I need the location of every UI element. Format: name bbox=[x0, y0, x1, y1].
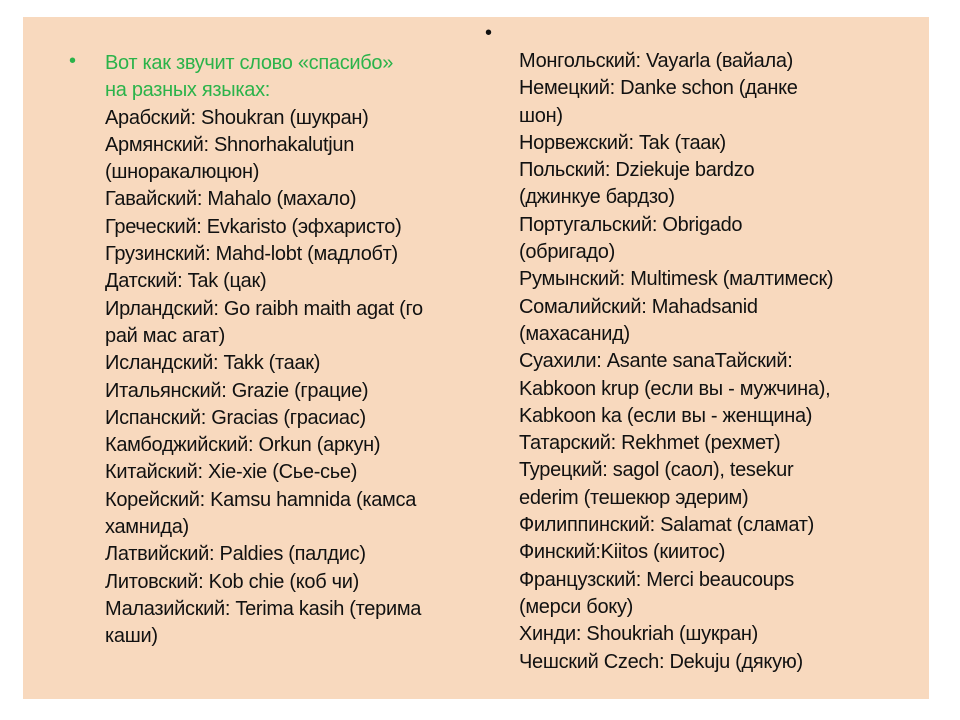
list-line: Корейский: Kamsu hamnida (камса bbox=[105, 488, 417, 511]
list-line: Ирландский: Go raibh maith agat (го bbox=[105, 297, 423, 320]
list-line: Немецкий: Danke schon (данке bbox=[519, 77, 798, 100]
list-line: Хинди: Shoukriah (шукран) bbox=[519, 623, 759, 646]
bullet-marker-left: • bbox=[69, 50, 77, 72]
list-line: Французский: Merci beaucoups bbox=[519, 568, 795, 591]
list-line: Греческий: Evkaristo (эфхаристо) bbox=[105, 215, 402, 238]
bullet-marker-right: • bbox=[485, 22, 493, 44]
list-line: Монгольский: Vayarla (вайала) bbox=[519, 50, 794, 72]
list-line: Суахили: Asante sanaТайский: bbox=[519, 350, 793, 373]
list-line: хамнида) bbox=[105, 516, 189, 539]
heading-line-1: Вот как звучит слово «спасибо» bbox=[105, 52, 394, 74]
heading-line-2: на разных языках: bbox=[105, 79, 271, 102]
list-line: (махасанид) bbox=[519, 322, 630, 345]
list-line: Датский: Tak (цак) bbox=[105, 270, 267, 293]
list-line: Камбоджийский: Orkun (аркун) bbox=[105, 434, 381, 457]
list-line: Татарский: Rekhmet (рехмет) bbox=[519, 432, 781, 455]
list-line: Грузинский: Mahd-lobt (мадлобт) bbox=[105, 243, 398, 266]
list-line: ederim (тешекюр эдерим) bbox=[519, 486, 749, 509]
list-line: каши) bbox=[105, 625, 158, 648]
slide bbox=[23, 17, 929, 699]
list-line: (мерси боку) bbox=[519, 595, 633, 618]
list-line: Исландский: Takk (таак) bbox=[105, 352, 321, 375]
list-line: (шноракалюцюн) bbox=[105, 161, 260, 184]
list-line: (джинкуе бардзо) bbox=[519, 186, 675, 209]
list-line: Арабский: Shoukran (шукран) bbox=[105, 106, 369, 129]
list-line: Сомалийский: Mahadsanid bbox=[519, 295, 758, 318]
list-line: (обригадо) bbox=[519, 241, 615, 264]
list-line: Kabkoon ka (если вы - женщина) bbox=[519, 404, 813, 427]
list-line: Филиппинский: Salamat (сламат) bbox=[519, 514, 814, 537]
list-line: Финский:Kiitos (киитос) bbox=[519, 541, 726, 564]
left-column bbox=[105, 50, 470, 651]
list-line: Kabkoon krup (если вы - мужчина), bbox=[519, 377, 831, 400]
list-line: Итальянский: Grazie (грацие) bbox=[105, 379, 369, 402]
list-line: Португальский: Obrigado bbox=[519, 213, 743, 236]
list-line: Армянский: Shnorhakalutjun bbox=[105, 133, 355, 156]
list-line: Турецкий: sagol (саол), tesekur bbox=[519, 459, 794, 482]
list-line: Малазийский: Terima kasih (терима bbox=[105, 597, 422, 620]
list-line: Китайский: Xie-xie (Сье-сье) bbox=[105, 461, 358, 484]
list-line: Испанский: Gracias (грасиас) bbox=[105, 406, 366, 429]
list-line: Румынский: Multimesk (малтимеск) bbox=[519, 268, 834, 291]
list-line: шон) bbox=[519, 104, 563, 127]
list-line: рай мас агат) bbox=[105, 324, 225, 347]
list-line: Чешский Czech: Dekuju (дякую) bbox=[519, 650, 803, 673]
list-line: Латвийский: Paldies (палдис) bbox=[105, 543, 366, 566]
list-line: Польский: Dziekuje bardzo bbox=[519, 159, 755, 182]
right-column bbox=[519, 48, 874, 676]
list-line: Норвежский: Tak (таак) bbox=[519, 131, 726, 154]
list-line: Гавайский: Mahalo (махало) bbox=[105, 188, 357, 211]
list-line: Литовский: Kob chie (коб чи) bbox=[105, 570, 359, 593]
